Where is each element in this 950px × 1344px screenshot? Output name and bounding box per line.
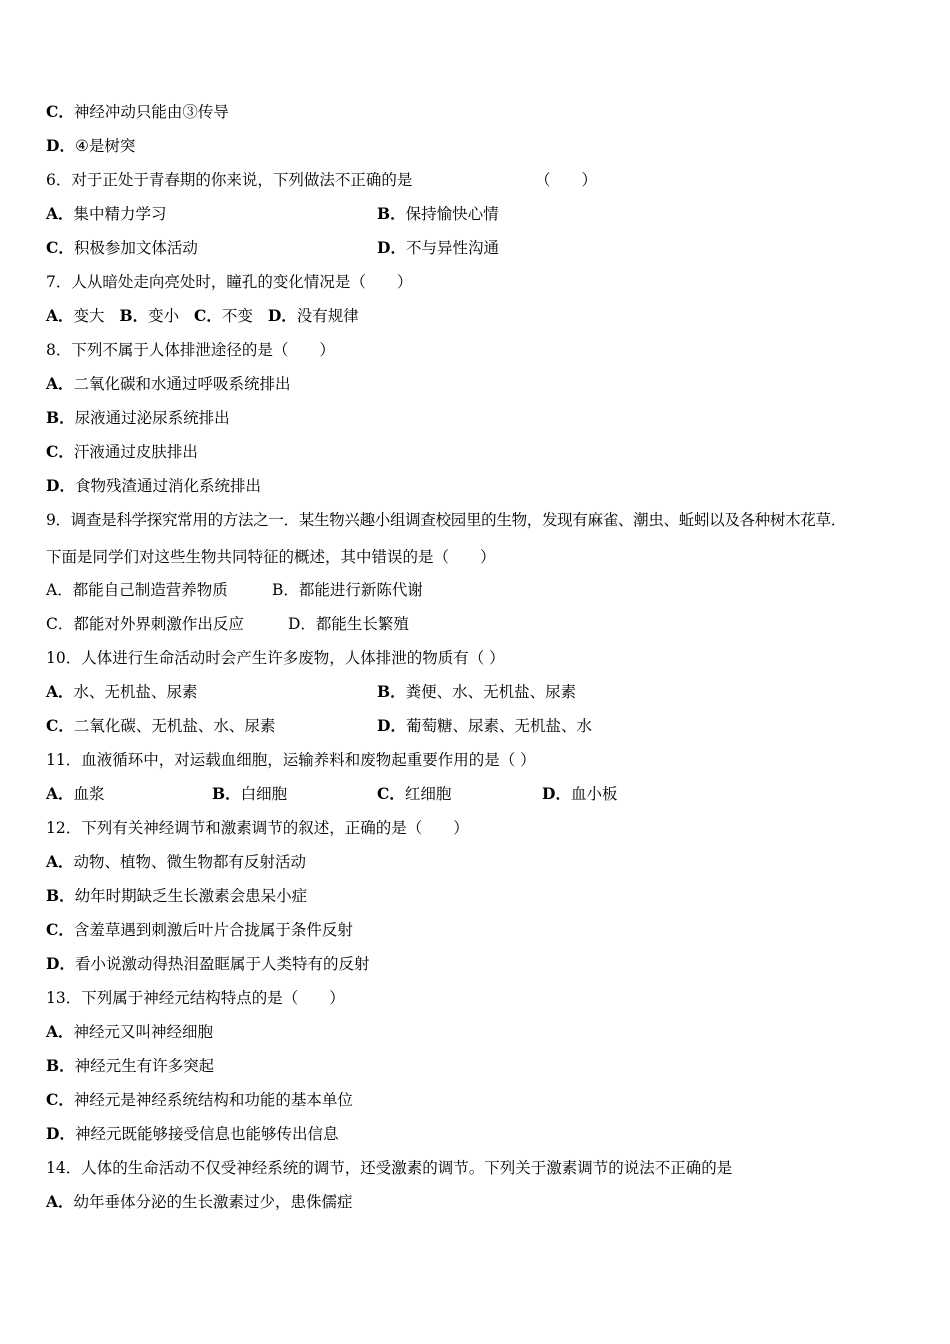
option-a-q6: A．集中精力学习 xyxy=(46,204,167,223)
question-9: 9．调查是科学探究常用的方法之一．某生物兴趣小组调查校园里的生物，发现有麻雀、潮虫、蚯蚓以及各种树木花草． xyxy=(46,511,846,529)
option-c-q5: C．神经冲动只能由③传导 xyxy=(46,102,229,121)
option-a-q8: A．二氧化碳和水通过呼吸系统排出 xyxy=(46,374,291,393)
option-c-q12: C．含羞草遇到刺激后叶片合拢属于条件反射 xyxy=(46,920,353,939)
question-7: 7．人从暗处走向亮处时，瞳孔的变化情况是（ ） xyxy=(46,273,413,291)
option-b-q9: B．都能进行新陈代谢 xyxy=(272,581,423,599)
question-6-blank: （ ） xyxy=(535,171,598,189)
question-14: 14．人体的生命活动不仅受神经系统的调节，还受激素的调节。下列关于激素调节的说法不正确的是 xyxy=(46,1159,733,1177)
question-9-continued: 下面是同学们对这些生物共同特征的概述，其中错误的是（ ） xyxy=(46,548,496,566)
option-c-q10: C．二氧化碳、无机盐、水、尿素 xyxy=(46,716,276,735)
question-8: 8．下列不属于人体排泄途径的是（ ） xyxy=(46,341,335,359)
option-c-q6: C．积极参加文体活动 xyxy=(46,238,198,257)
options-q7: A．变大 B．变小 C．不变 D．没有规律 xyxy=(46,306,359,325)
option-d-q8: D．食物残渣通过消化系统排出 xyxy=(46,476,261,495)
option-a-q13: A．神经元又叫神经细胞 xyxy=(46,1022,214,1041)
option-b-q12: B．幼年时期缺乏生长激素会患呆小症 xyxy=(46,886,308,905)
option-c-q9: C．都能对外界刺激作出反应 xyxy=(46,615,244,633)
option-a-q11: A．血浆 xyxy=(46,784,105,803)
option-c-q8: C．汗液通过皮肤排出 xyxy=(46,442,198,461)
option-d-q13: D．神经元既能够接受信息也能够传出信息 xyxy=(46,1124,339,1143)
option-d-q9: D．都能生长繁殖 xyxy=(288,615,409,633)
option-a-q14: A．幼年垂体分泌的生长激素过少，患侏儒症 xyxy=(46,1192,353,1211)
option-b-q11: B．白细胞 xyxy=(212,784,288,803)
option-d-q10: D．葡萄糖、尿素、无机盐、水 xyxy=(377,716,592,735)
question-12: 12．下列有关神经调节和激素调节的叙述，正确的是（ ） xyxy=(46,819,469,837)
option-b-q10: B．粪便、水、无机盐、尿素 xyxy=(377,682,577,701)
question-6: 6．对于正处于青春期的你来说，下列做法不正确的是 xyxy=(46,171,413,189)
option-d-q12: D．看小说激动得热泪盈眶属于人类特有的反射 xyxy=(46,954,370,973)
option-a-q10: A．水、无机盐、尿素 xyxy=(46,682,198,701)
option-b-q8: B．尿液通过泌尿系统排出 xyxy=(46,408,230,427)
question-10: 10．人体进行生命活动时会产生许多废物，人体排泄的物质有（ ） xyxy=(46,649,505,667)
option-a-q9: A．都能自己制造营养物质 xyxy=(46,581,228,599)
option-c-q13: C．神经元是神经系统结构和功能的基本单位 xyxy=(46,1090,353,1109)
option-b-q13: B．神经元生有许多突起 xyxy=(46,1056,215,1075)
question-11: 11．血液循环中，对运载血细胞，运输养料和废物起重要作用的是（ ） xyxy=(46,751,536,769)
option-a-q12: A．动物、植物、微生物都有反射活动 xyxy=(46,852,307,871)
option-c-q11: C．红细胞 xyxy=(377,784,452,803)
option-d-q5: D．④是树突 xyxy=(46,136,136,155)
option-d-q11: D．血小板 xyxy=(542,784,618,803)
option-b-q6: B．保持愉快心情 xyxy=(377,204,499,223)
question-13: 13．下列属于神经元结构特点的是（ ） xyxy=(46,989,345,1007)
option-d-q6: D．不与异性沟通 xyxy=(377,238,499,257)
